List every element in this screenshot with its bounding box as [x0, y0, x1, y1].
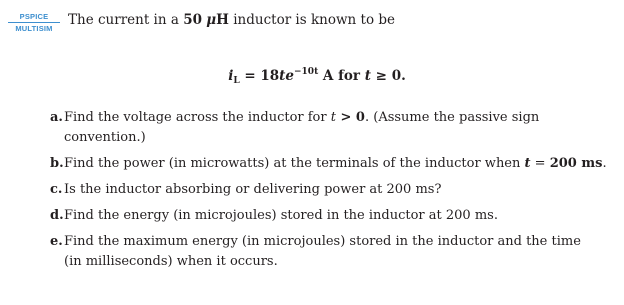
- intro-unit-mu: μ: [206, 12, 217, 28]
- intro-value: 50: [183, 12, 202, 28]
- problem-intro: [68, 10, 395, 30]
- part-b-var: t: [524, 156, 531, 171]
- problem-parts: [50, 108, 620, 278]
- part-e-text: [64, 232, 620, 272]
- pspice-multisim-badge: [6, 12, 62, 33]
- intro-unit-h: H: [216, 12, 229, 28]
- part-d: [50, 206, 620, 226]
- part-a-letter: a.: [50, 110, 63, 125]
- equation-exponent: −10t: [294, 67, 319, 77]
- part-e: [50, 232, 620, 272]
- intro-prefix: The current in a: [68, 12, 184, 28]
- part-c-letter: c.: [50, 182, 63, 197]
- part-b-text: [64, 154, 620, 174]
- part-b-letter: b.: [50, 156, 64, 171]
- badge-pspice-label: PSPICE: [19, 12, 49, 21]
- equation-lhs-sub: L: [233, 76, 240, 86]
- equation-unit: A for: [318, 68, 365, 84]
- part-b: [50, 154, 620, 174]
- part-a-line2: convention.): [64, 130, 146, 145]
- equation-cond-t: t: [364, 68, 371, 84]
- current-equation: [0, 61, 624, 92]
- part-d-letter: d.: [50, 208, 64, 223]
- part-d-text: Find the energy (in microjoules) stored in the inductor at 200 ms.: [64, 208, 498, 223]
- part-b-eq: =: [530, 156, 550, 171]
- part-e-line1: Find the maximum energy (in microjoules) stored in the inductor and the time: [64, 234, 581, 249]
- part-a-ineq: > 0: [335, 110, 365, 125]
- part-e-line2: (in milliseconds) when it occurs.: [64, 254, 278, 269]
- equation-lhs: i: [228, 68, 234, 84]
- equation-te: te: [279, 68, 294, 84]
- equation-eq: = 18: [239, 68, 280, 84]
- intro-suffix: inductor is known to be: [228, 12, 395, 28]
- part-e-letter: e.: [50, 234, 63, 249]
- part-c-text: Is the inductor absorbing or delivering power at 200 ms?: [64, 182, 442, 197]
- part-b-unit: ms: [576, 156, 603, 171]
- badge-divider: [8, 22, 60, 23]
- badge-multisim-label: MULTISIM: [15, 24, 53, 33]
- part-a-line1c: . (Assume the passive sign: [364, 110, 540, 125]
- part-c: [50, 180, 620, 200]
- part-b-end: .: [602, 156, 607, 171]
- equation-cond: ≥ 0.: [370, 68, 406, 84]
- part-b-body: Find the power (in microwatts) at the terminals of the inductor when: [64, 156, 525, 171]
- part-b-value: 200: [549, 156, 577, 171]
- part-a-text: [64, 108, 620, 148]
- part-a: [50, 108, 620, 148]
- part-a-line1: Find the voltage across the inductor for: [64, 110, 331, 125]
- part-a-var: t: [330, 110, 336, 125]
